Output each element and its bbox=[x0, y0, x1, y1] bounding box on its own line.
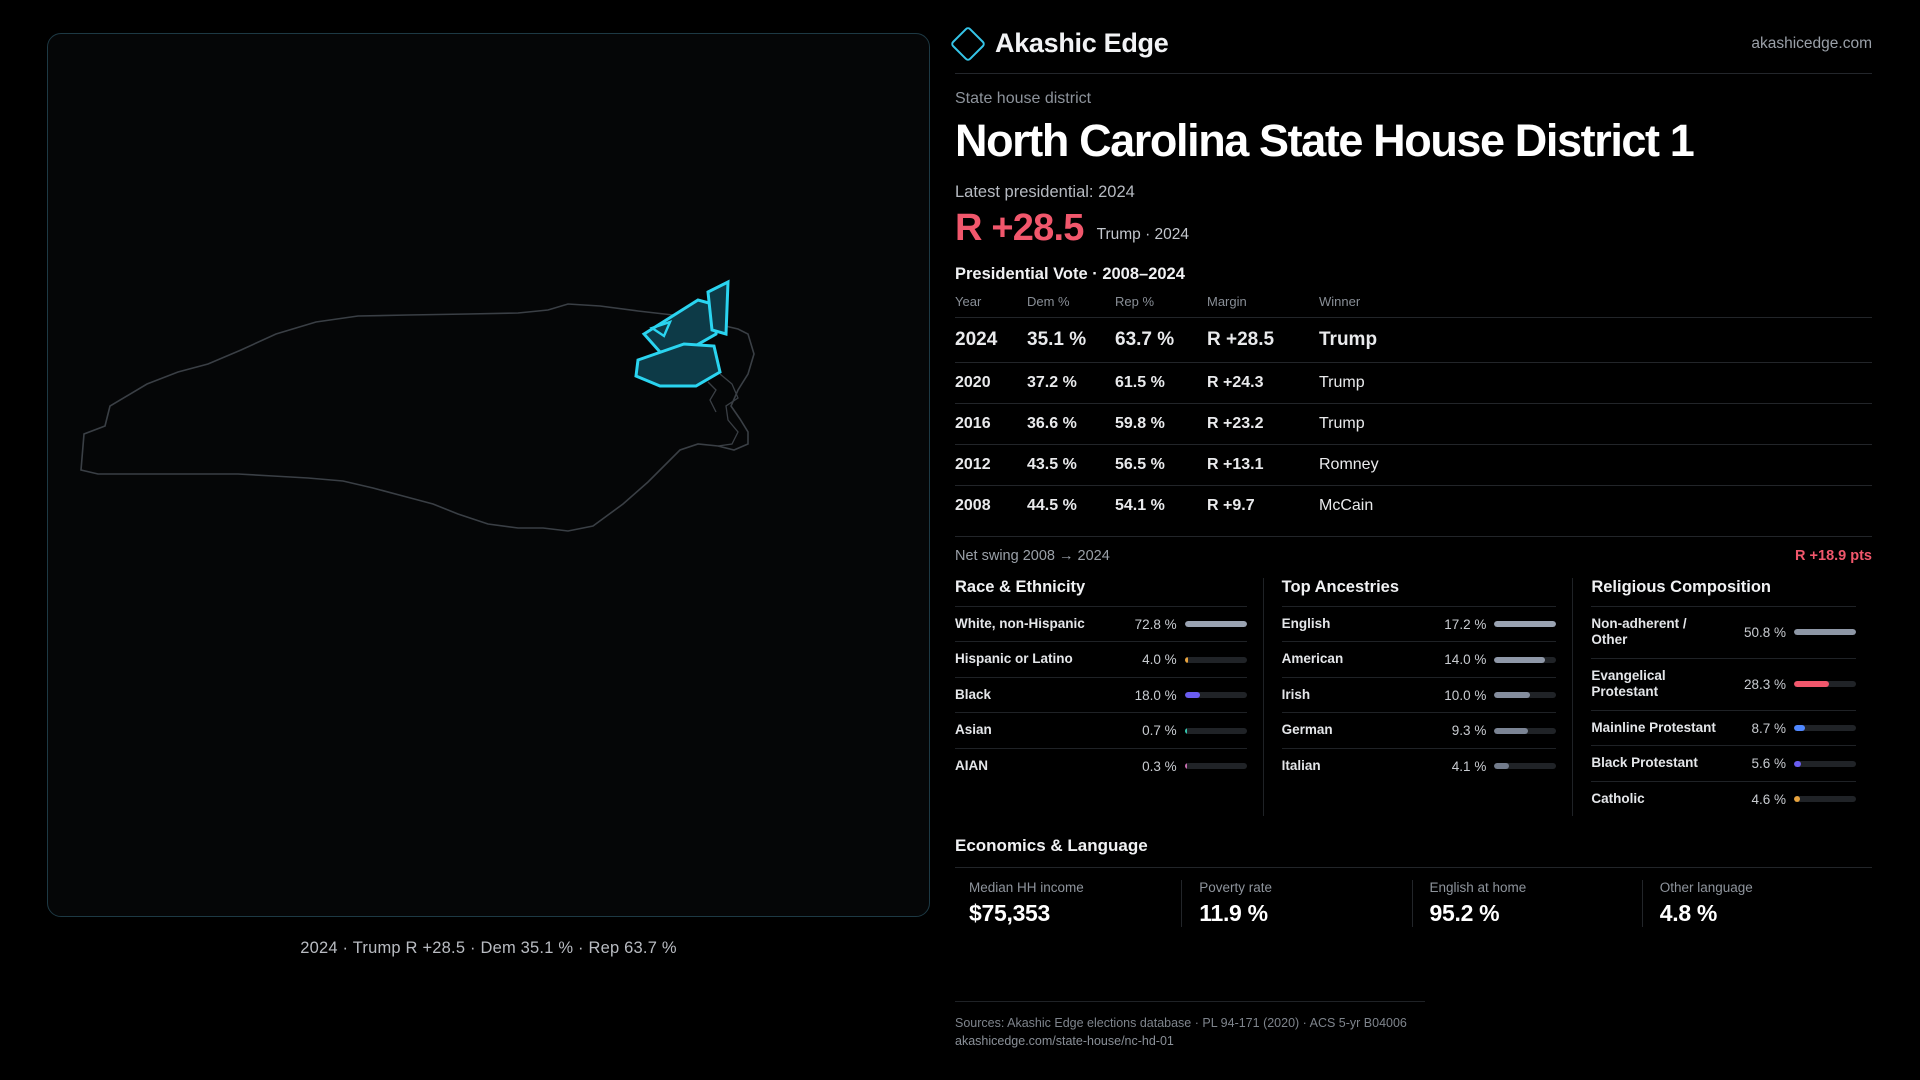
list-item bbox=[955, 748, 1247, 783]
cell-rep: 56.5 % bbox=[1115, 445, 1207, 486]
race-value: 18.0 % bbox=[1134, 687, 1177, 703]
brand-bar bbox=[955, 28, 1872, 74]
col-header-dem: Dem % bbox=[1027, 294, 1070, 309]
cell-year: 2016 bbox=[955, 404, 1027, 445]
econ-label: Poverty rate bbox=[1199, 880, 1273, 896]
religion-bar bbox=[1794, 761, 1856, 767]
religion-label: Evangelical Protestant bbox=[1591, 667, 1666, 700]
race-label: White, non-Hispanic bbox=[955, 616, 1085, 631]
race-value: 0.7 % bbox=[1142, 723, 1177, 739]
race-bar bbox=[1185, 621, 1247, 627]
sources-text: Sources: Akashic Edge elections database · PL 94-171 (2020) · ACS 5-yr B04006 bbox=[955, 1015, 1407, 1030]
cell-dem: 44.5 % bbox=[1027, 486, 1115, 527]
cell-year: 2020 bbox=[955, 363, 1027, 404]
ancestry-value: 14.0 % bbox=[1444, 652, 1487, 668]
list-item bbox=[1591, 606, 1856, 658]
econ-label: Other language bbox=[1659, 880, 1753, 896]
margin-value: R +28.5 bbox=[955, 207, 1084, 249]
col-header-margin: Margin bbox=[1207, 294, 1247, 309]
religion-label: Catholic bbox=[1591, 790, 1645, 806]
religion-label: Non-adherent / Other bbox=[1591, 616, 1687, 648]
religion-label: Black Protestant bbox=[1591, 755, 1698, 771]
religion-bar bbox=[1794, 725, 1856, 731]
race-value: 4.0 % bbox=[1142, 652, 1177, 668]
race-value: 72.8 % bbox=[1134, 616, 1177, 632]
cell-margin: R +9.7 bbox=[1207, 486, 1319, 527]
map-panel bbox=[0, 0, 955, 1080]
cell-rep: 54.1 % bbox=[1115, 486, 1207, 527]
ancestry-bar bbox=[1494, 657, 1556, 663]
econ-label: Median HH income bbox=[969, 880, 1084, 896]
list-item bbox=[1282, 712, 1557, 747]
table-row bbox=[955, 486, 1872, 527]
econ-label: English at home bbox=[1429, 880, 1527, 896]
net-swing-row bbox=[955, 536, 1872, 564]
econ-value: 95.2 % bbox=[1429, 900, 1500, 927]
cell-margin: R +13.1 bbox=[1207, 445, 1319, 486]
race-bar bbox=[1185, 728, 1247, 734]
econ-value: 4.8 % bbox=[1659, 900, 1718, 927]
page-url[interactable]: akashicedge.com/state-house/nc-hd-01 bbox=[955, 1033, 1174, 1048]
list-item bbox=[1591, 710, 1856, 745]
district-highlight bbox=[636, 282, 728, 386]
religion-value: 28.3 % bbox=[1743, 676, 1787, 692]
cell-winner: Romney bbox=[1319, 445, 1872, 486]
religion-bar bbox=[1794, 629, 1856, 635]
ancestry-bar bbox=[1494, 692, 1556, 698]
cell-year: 2008 bbox=[955, 486, 1027, 527]
cell-rep: 61.5 % bbox=[1115, 363, 1207, 404]
cell-rep: 63.7 % bbox=[1115, 318, 1207, 363]
list-item bbox=[1282, 748, 1557, 783]
race-label: Black bbox=[955, 686, 992, 702]
col-header-year: Year bbox=[955, 294, 982, 309]
table-row bbox=[955, 445, 1872, 486]
cell-year: 2012 bbox=[955, 445, 1027, 486]
cell-winner: Trump bbox=[1319, 363, 1872, 404]
cell-dem: 36.6 % bbox=[1027, 404, 1115, 445]
econ-cell-english-at-home bbox=[1412, 880, 1642, 927]
econ-cell-median-income bbox=[955, 880, 1181, 927]
race-title: Race & Ethnicity bbox=[955, 578, 1086, 596]
religion-bar bbox=[1794, 681, 1856, 687]
diamond-icon bbox=[950, 25, 987, 62]
list-item bbox=[1282, 641, 1557, 676]
info-panel bbox=[955, 0, 1920, 1080]
brand-site: akashicedge.com bbox=[1751, 34, 1872, 52]
presidential-vote-table bbox=[955, 294, 1872, 526]
race-bar bbox=[1185, 657, 1247, 663]
net-swing-value: R +18.9 pts bbox=[1795, 548, 1872, 564]
cell-margin: R +24.3 bbox=[1207, 363, 1319, 404]
table-header-row bbox=[955, 294, 1872, 318]
religion-value: 4.6 % bbox=[1751, 791, 1787, 807]
cell-year: 2024 bbox=[955, 318, 1027, 363]
ancestry-bar bbox=[1494, 763, 1556, 769]
col-header-winner: Winner bbox=[1319, 294, 1361, 309]
brand-name: Akashic Edge bbox=[995, 28, 1169, 58]
latest-presidential-label: Latest presidential: 2024 bbox=[955, 183, 1135, 201]
race-value: 0.3 % bbox=[1142, 758, 1177, 774]
religion-value: 8.7 % bbox=[1751, 720, 1787, 736]
religion-bar bbox=[1794, 796, 1856, 802]
list-item bbox=[955, 606, 1247, 641]
religion-column bbox=[1572, 578, 1872, 816]
cell-margin: R +23.2 bbox=[1207, 404, 1319, 445]
cell-dem: 43.5 % bbox=[1027, 445, 1115, 486]
ancestry-label: English bbox=[1281, 616, 1331, 631]
ancestry-label: German bbox=[1281, 722, 1333, 738]
ancestry-value: 9.3 % bbox=[1451, 723, 1487, 739]
list-item bbox=[1591, 658, 1856, 710]
economics-grid bbox=[955, 867, 1872, 927]
race-label: Hispanic or Latino bbox=[955, 651, 1073, 667]
cell-winner: Trump bbox=[1319, 404, 1872, 445]
table-row bbox=[955, 318, 1872, 363]
religion-value: 5.6 % bbox=[1751, 756, 1787, 772]
page-title: North Carolina State House District 1 bbox=[955, 115, 1694, 166]
cell-winner: McCain bbox=[1319, 486, 1872, 527]
list-item bbox=[955, 712, 1247, 747]
econ-cell-poverty-rate bbox=[1181, 880, 1411, 927]
ancestry-title: Top Ancestries bbox=[1281, 578, 1400, 596]
list-item bbox=[1591, 781, 1856, 816]
sources-footer bbox=[955, 1001, 1425, 1050]
econ-value: $75,353 bbox=[969, 900, 1051, 927]
net-swing-label: Net swing 2008 → 2024 bbox=[955, 548, 1110, 564]
eyebrow-label: State house district bbox=[955, 90, 1092, 107]
cell-dem: 35.1 % bbox=[1027, 318, 1115, 363]
vote-table-title: Presidential Vote · 2008–2024 bbox=[955, 265, 1185, 283]
race-bar bbox=[1185, 692, 1247, 698]
col-header-rep: Rep % bbox=[1115, 294, 1155, 309]
race-label: AIAN bbox=[955, 757, 988, 773]
religion-label: Mainline Protestant bbox=[1591, 719, 1716, 735]
ancestry-value: 4.1 % bbox=[1451, 758, 1487, 774]
map-frame[interactable] bbox=[47, 33, 930, 917]
race-bar bbox=[1185, 763, 1247, 769]
map-caption: 2024 · Trump R +28.5 · Dem 35.1 % · Rep 63.7 % bbox=[300, 939, 677, 957]
demographics-grid bbox=[955, 578, 1872, 816]
race-label: Asian bbox=[955, 722, 992, 738]
north-carolina-map bbox=[48, 34, 930, 917]
cell-rep: 59.8 % bbox=[1115, 404, 1207, 445]
ancestry-bar bbox=[1494, 728, 1556, 734]
cell-winner: Trump bbox=[1319, 318, 1872, 363]
cell-dem: 37.2 % bbox=[1027, 363, 1115, 404]
econ-cell-other-language bbox=[1642, 880, 1872, 927]
ancestry-value: 10.0 % bbox=[1444, 687, 1487, 703]
headline-margin bbox=[955, 209, 1872, 247]
economics-title: Economics & Language bbox=[955, 836, 1148, 856]
religion-title: Religious Composition bbox=[1591, 578, 1771, 596]
table-row bbox=[955, 363, 1872, 404]
ancestry-label: Italian bbox=[1281, 757, 1321, 773]
list-item bbox=[1282, 606, 1557, 641]
race-ethnicity-column bbox=[955, 578, 1263, 816]
econ-value: 11.9 % bbox=[1199, 900, 1268, 927]
ancestry-label: Irish bbox=[1281, 686, 1311, 702]
brand-left bbox=[955, 28, 1168, 59]
list-item bbox=[1282, 677, 1557, 712]
list-item bbox=[955, 677, 1247, 712]
margin-subtext: Trump · 2024 bbox=[1096, 226, 1190, 243]
ancestry-value: 17.2 % bbox=[1444, 616, 1487, 632]
ancestry-label: American bbox=[1281, 651, 1344, 667]
table-row bbox=[955, 404, 1872, 445]
religion-value: 50.8 % bbox=[1743, 624, 1787, 640]
ancestry-bar bbox=[1494, 621, 1556, 627]
cell-margin: R +28.5 bbox=[1207, 318, 1319, 363]
list-item bbox=[1591, 745, 1856, 780]
ancestry-column bbox=[1263, 578, 1573, 816]
list-item bbox=[955, 641, 1247, 676]
